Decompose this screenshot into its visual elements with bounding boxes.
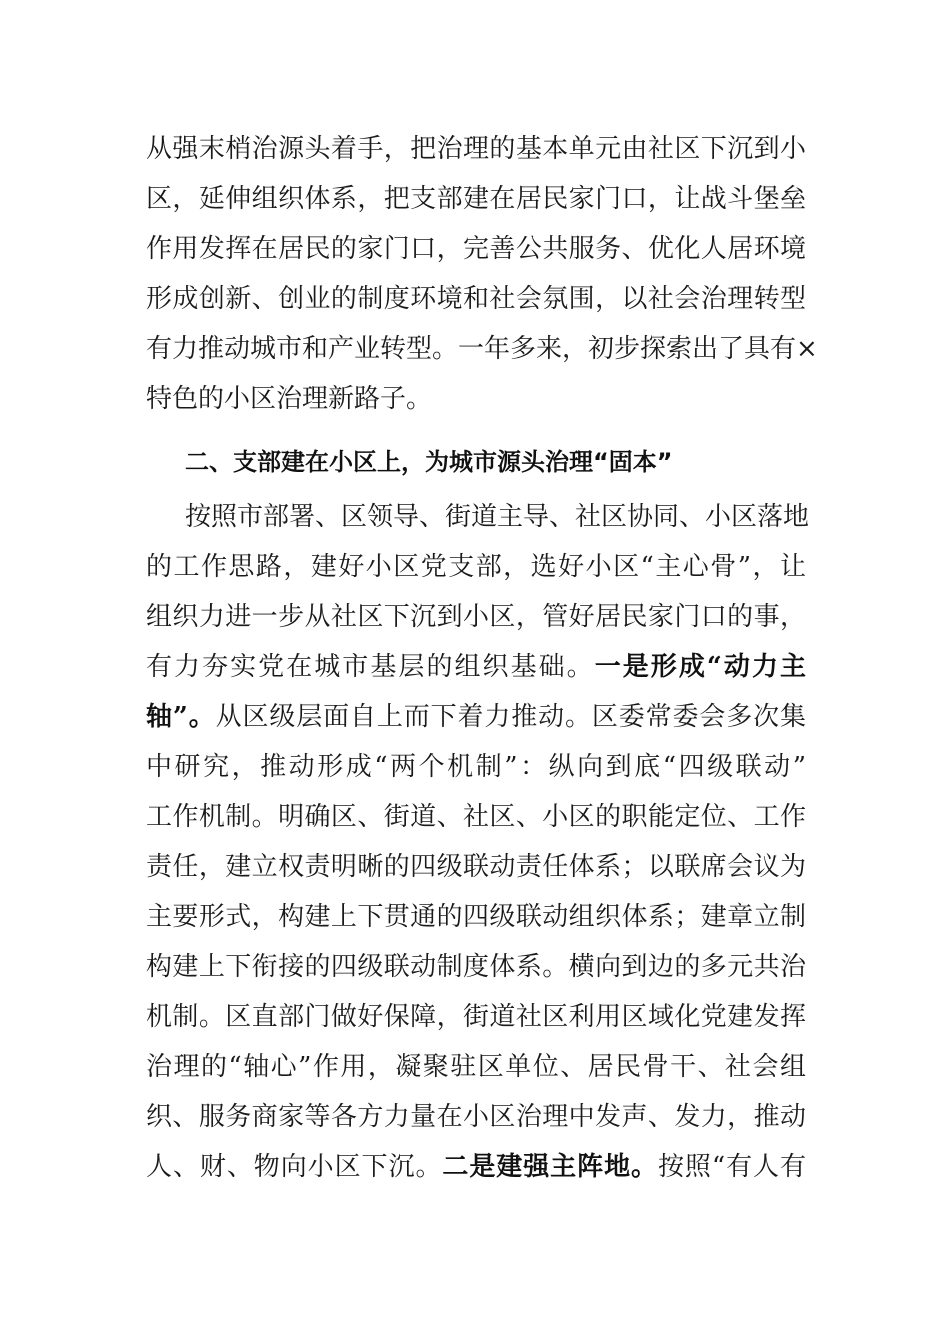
paragraph-2-line-5: [146, 699, 806, 735]
paragraph-2-line-12: 治理的“轴心”作用，凝聚驻区单位、居民骨干、社会组: [146, 1052, 806, 1082]
paragraph-1-line-4: 形成创新、创业的制度环境和社会氛围，以社会治理转型: [146, 284, 806, 314]
paragraph-2-line-6: 中研究，推动形成“两个机制”：纵向到底“四级联动”: [146, 752, 806, 782]
paragraph-2-line-14: [146, 1149, 806, 1185]
line-14-text-b: 按照“有人有: [657, 1152, 806, 1182]
point-one-title-start: 一是形成“动力主: [594, 652, 806, 682]
section-heading: 二、支部建在小区上，为城市源头治理“固本”: [185, 448, 673, 476]
line-4-text: 有力夯实党在城市基层的组织基础。: [146, 652, 595, 682]
line-5-text: 从区级层面自上而下着力推动。区委常委会多次集: [215, 702, 806, 732]
line-14-text-a: 人、财、物向小区下沉。: [146, 1152, 443, 1182]
paragraph-2-line-4: [146, 649, 806, 685]
paragraph-2-line-13: 织、服务商家等各方力量在小区治理中发声、发力，推动: [146, 1102, 806, 1132]
paragraph-2-line-1: 按照市部署、区领导、街道主导、社区协同、小区落地: [185, 502, 810, 532]
point-one-title-end: 轴”。: [146, 702, 216, 732]
paragraph-2-line-9: 主要形式，构建上下贯通的四级联动组织体系；建章立制: [146, 902, 806, 932]
paragraph-1-line-6: 特色的小区治理新路子。: [146, 384, 433, 414]
paragraph-1-line-1: 从强末梢治源头着手，把治理的基本单元由社区下沉到小: [146, 134, 806, 164]
paragraph-2-line-7: 工作机制。明确区、街道、社区、小区的职能定位、工作: [146, 802, 806, 832]
point-two-title: 二是建强主阵地。: [442, 1152, 658, 1182]
paragraph-2-line-10: 构建上下衔接的四级联动制度体系。横向到边的多元共治: [146, 952, 806, 982]
paragraph-2-line-2: 的工作思路，建好小区党支部，选好小区“主心骨”，让: [146, 552, 806, 582]
paragraph-2-line-8: 责任，建立权责明晰的四级联动责任体系；以联席会议为: [146, 852, 806, 882]
paragraph-1-line-3: 作用发挥在居民的家门口，完善公共服务、优化人居环境: [146, 234, 806, 264]
paragraph-1-line-5: 有力推动城市和产业转型。一年多来，初步探索出了具有×: [146, 334, 818, 364]
paragraph-2-line-11: 机制。区直部门做好保障，街道社区利用区域化党建发挥: [146, 1002, 806, 1032]
paragraph-2-line-3: 组织力进一步从社区下沉到小区，管好居民家门口的事，: [146, 602, 806, 632]
paragraph-1-line-2: 区，延伸组织体系，把支部建在居民家门口，让战斗堡垒: [146, 184, 806, 214]
